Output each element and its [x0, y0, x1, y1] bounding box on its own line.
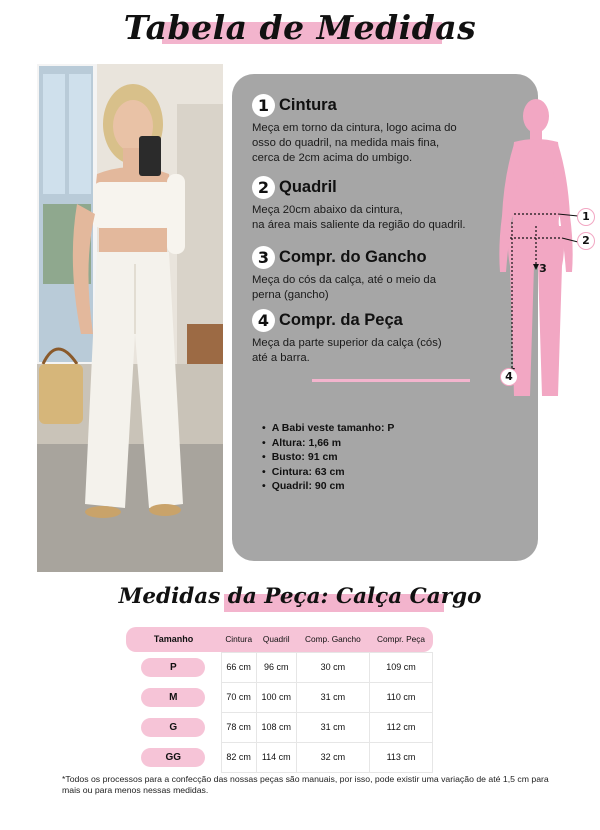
model-info-list	[262, 421, 394, 494]
table-row	[126, 742, 433, 772]
page-title: Tabela de Medidas	[123, 8, 477, 47]
body-silhouette-diagram	[478, 96, 598, 406]
model-info-item: • A Babi veste tamanho: P	[262, 421, 394, 436]
step-title: Compr. do Gancho	[279, 248, 427, 266]
table-row	[126, 652, 433, 682]
step-number: 2	[252, 176, 275, 199]
table-cell: 70 cm	[221, 682, 256, 712]
size-cell	[126, 682, 221, 712]
step-quadril	[252, 176, 466, 233]
table-cell: 108 cm	[256, 712, 296, 742]
step-title: Compr. da Peça	[279, 311, 403, 329]
table-cell: 100 cm	[256, 682, 296, 712]
table-cell: 110 cm	[370, 682, 433, 712]
table-cell: 114 cm	[256, 742, 296, 772]
step-description: Meça da parte superior da calça (cós) até a barra.	[252, 337, 442, 364]
column-header: Quadril	[256, 627, 296, 652]
table-cell: 31 cm	[296, 682, 369, 712]
table-cell: 113 cm	[370, 742, 433, 772]
table-cell: 112 cm	[370, 712, 433, 742]
size-badge: P	[141, 658, 205, 677]
step-peca	[252, 309, 442, 366]
table-cell: 66 cm	[221, 652, 256, 682]
step-description: Meça 20cm abaixo da cintura, na área mais saliente da região do quadril.	[252, 204, 466, 231]
step-title: Quadril	[279, 178, 337, 196]
size-badge: G	[141, 718, 205, 737]
model-info-item: • Altura: 1,66 m	[262, 436, 394, 451]
column-header: Compr. Peça	[370, 627, 433, 652]
step-gancho	[252, 246, 436, 303]
step-number: 3	[252, 246, 275, 269]
model-info-item: • Quadril: 90 cm	[262, 479, 394, 494]
table-cell: 30 cm	[296, 652, 369, 682]
marker-1: 1	[577, 208, 595, 226]
page-header	[0, 8, 600, 58]
step-cintura	[252, 94, 457, 166]
marker-4: 4	[500, 368, 518, 386]
footnote: *Todos os processos para a confecção das nossas peças são manuais, por isso, pode existir uma variação de até 1,5 cm para mais ou para menos nessas medidas.	[62, 774, 549, 795]
table-title: Medidas da Peça: Calça Cargo	[118, 584, 482, 609]
size-cell	[126, 742, 221, 772]
table-row	[126, 682, 433, 712]
marker-2: 2	[577, 232, 595, 250]
step-number: 1	[252, 94, 275, 117]
step-description: Meça do cós da calça, até o meio da perna (gancho)	[252, 274, 436, 301]
step-title: Cintura	[279, 96, 337, 114]
table-cell: 32 cm	[296, 742, 369, 772]
table-cell: 78 cm	[221, 712, 256, 742]
model-info-item: • Cintura: 63 cm	[262, 465, 394, 480]
divider	[312, 379, 470, 382]
step-description: Meça em torno da cintura, logo acima do osso do quadril, na medida mais fina, cerca de 2cm acima do umbigo.	[252, 122, 457, 164]
model-photo	[37, 64, 223, 572]
table-header	[0, 584, 600, 624]
size-badge: GG	[141, 748, 205, 767]
column-header: Comp. Gancho	[296, 627, 369, 652]
size-table	[126, 627, 433, 773]
column-header: Cintura	[221, 627, 256, 652]
table-header-row	[126, 627, 433, 652]
table-cell: 96 cm	[256, 652, 296, 682]
table-cell: 31 cm	[296, 712, 369, 742]
size-badge: M	[141, 688, 205, 707]
table-cell: 109 cm	[370, 652, 433, 682]
column-header: Tamanho	[126, 627, 221, 652]
table-cell: 82 cm	[221, 742, 256, 772]
model-photo-illustration	[37, 64, 223, 572]
size-cell	[126, 712, 221, 742]
marker-3: 3	[539, 262, 547, 275]
step-number: 4	[252, 309, 275, 332]
size-cell	[126, 652, 221, 682]
table-row	[126, 712, 433, 742]
model-info-item: • Busto: 91 cm	[262, 450, 394, 465]
